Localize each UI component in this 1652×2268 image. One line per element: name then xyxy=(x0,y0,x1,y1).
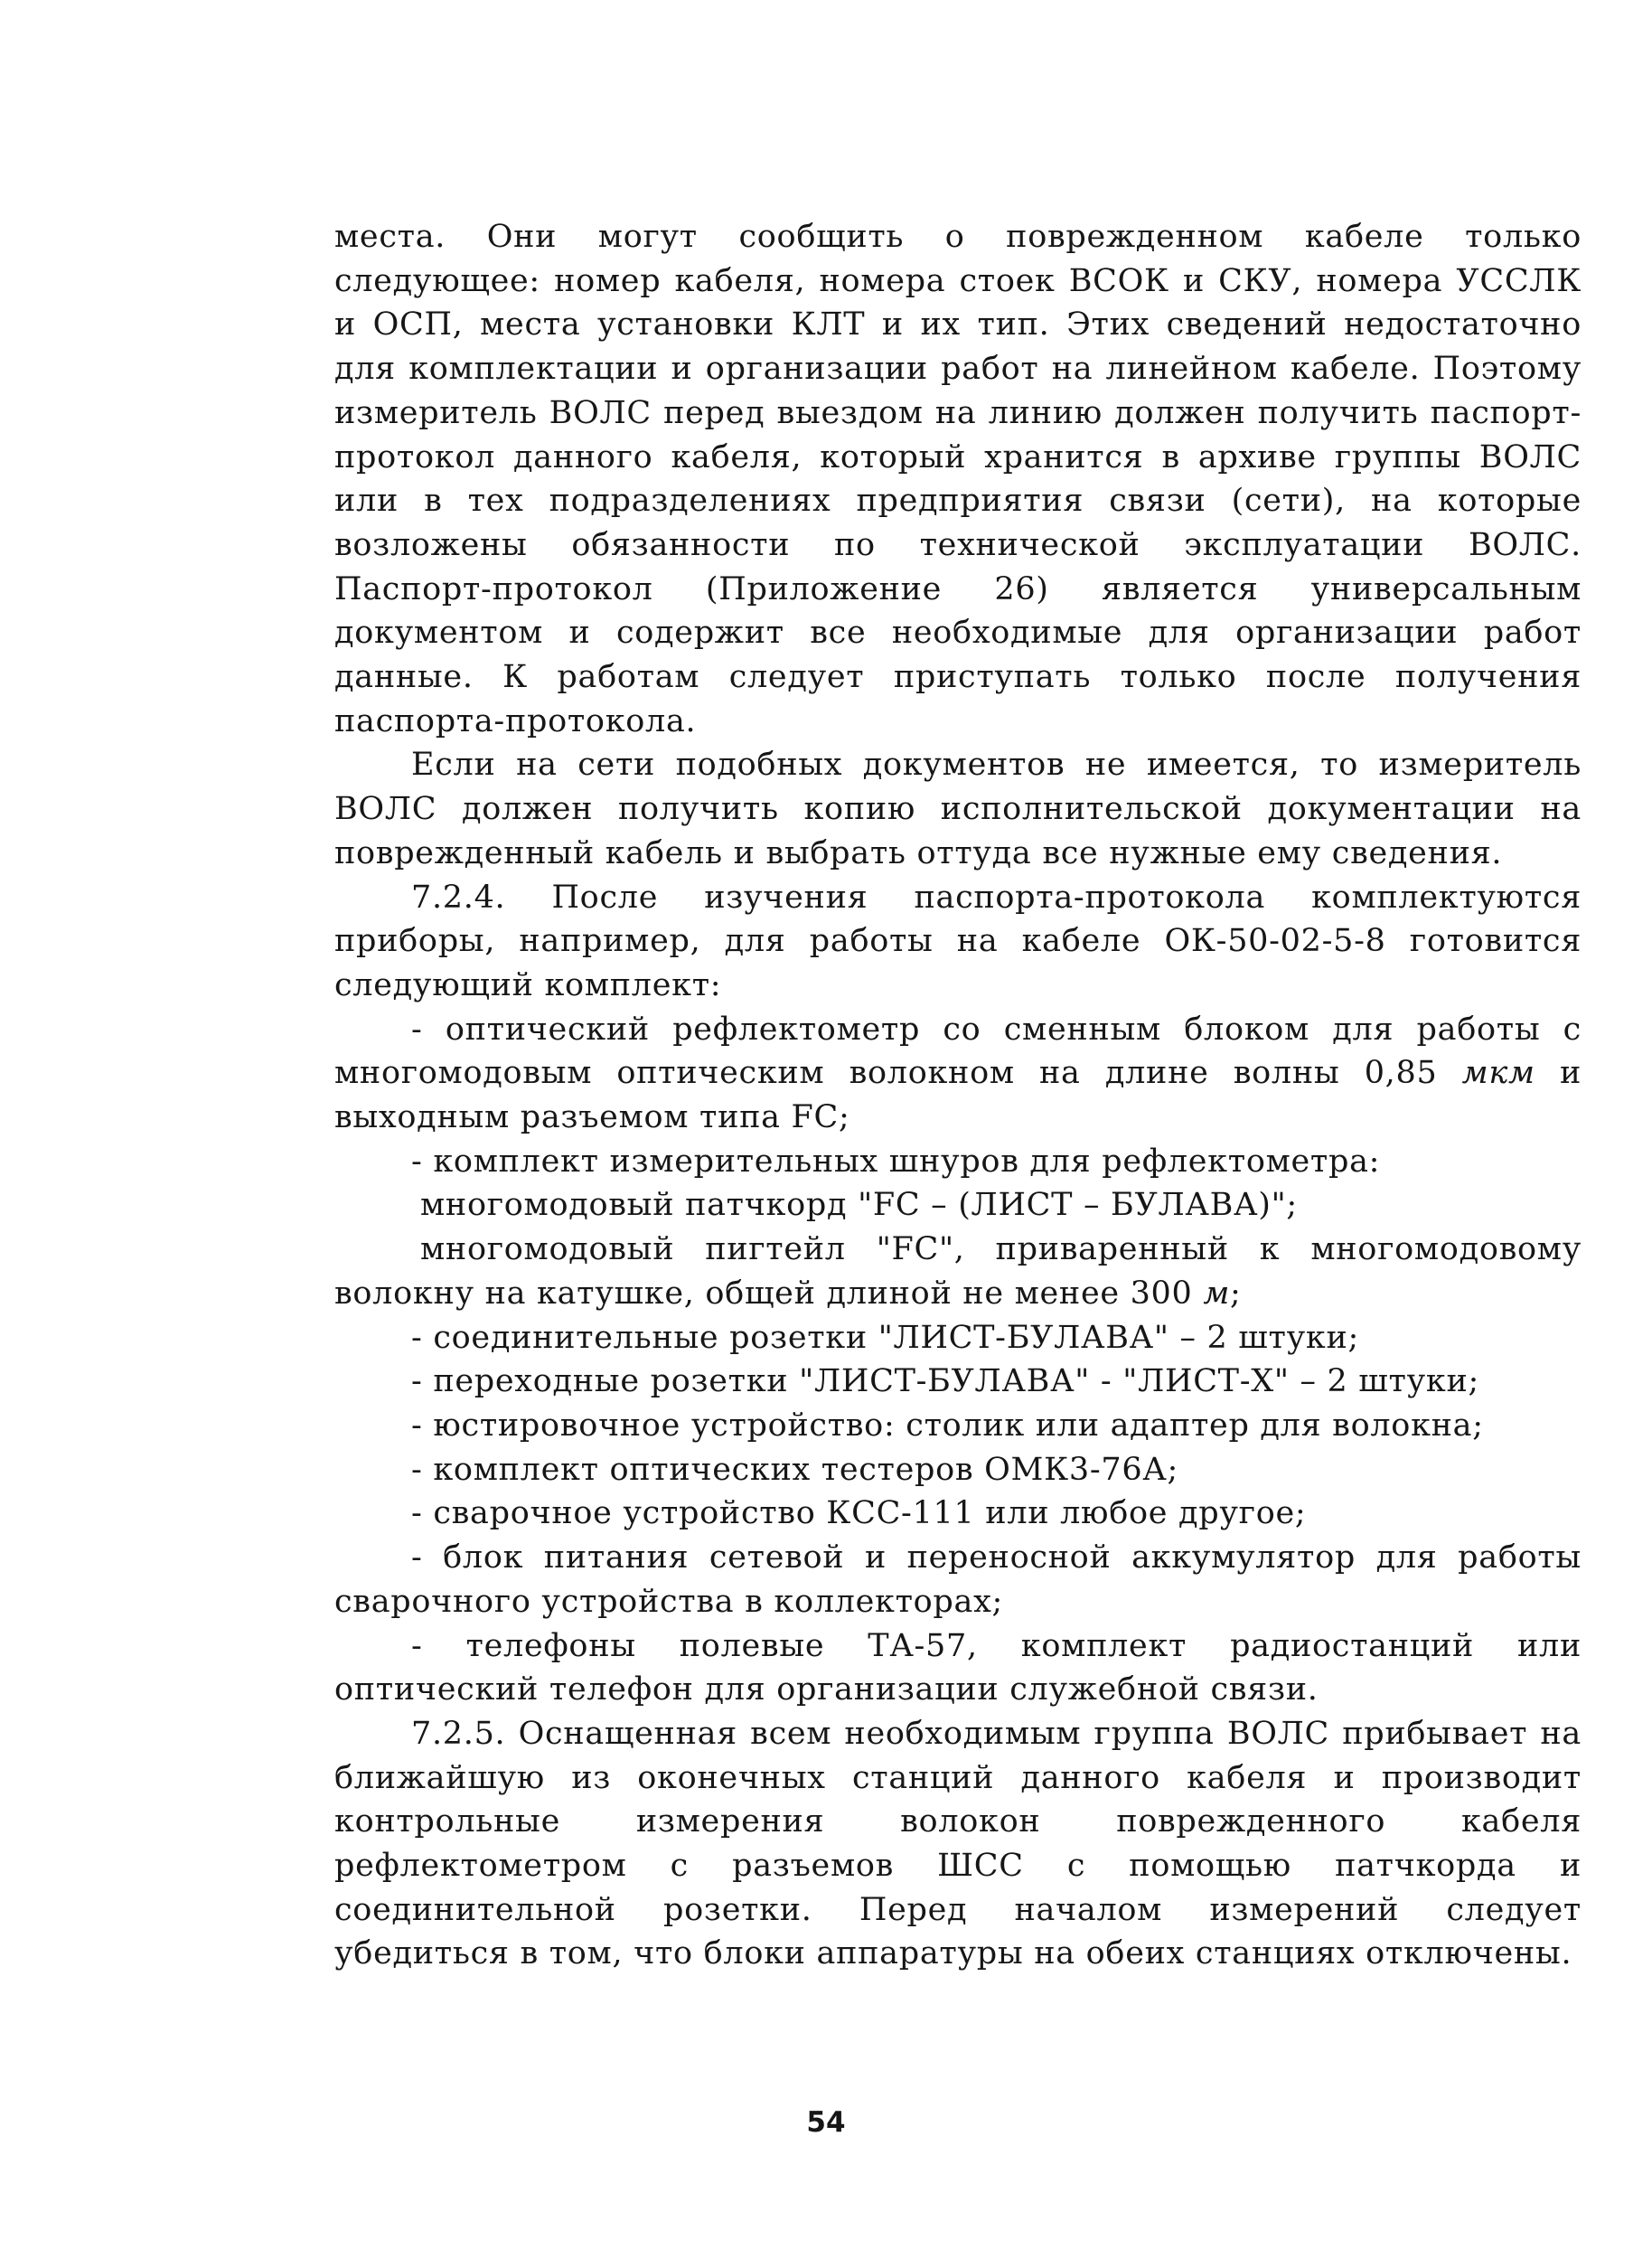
page-number: 54 xyxy=(806,2106,846,2139)
list-subitem-pigtail-end: ; xyxy=(1230,1275,1242,1312)
page-body xyxy=(334,215,1582,1976)
list-item-alignment-device: - юстировочное устройство: столик или адаптер для волокна; xyxy=(411,1407,1484,1444)
paragraph-section-7-2-5: 7.2.5. Оснащенная всем необходимым группа ВОЛС прибывает на ближайшую из оконечных станций данного кабеля и производит контрольные измерения волокон поврежденного кабеля рефлектометром с разъемов ШСС с помощью патчкорда и соединительной розетки. Перед началом измерений следует убедиться в том, что блоки аппаратуры на обеих станциях отключены. xyxy=(334,1715,1582,1972)
unit-meter: м xyxy=(1203,1275,1231,1312)
list-item-reflectometer-text: - оптический рефлектометр со сменным блоком для работы с многомодовым оптическим волокном на длине волны 0,85 xyxy=(334,1011,1582,1092)
list-item-power-supply: - блок питания сетевой и переносной аккумулятор для работы сварочного устройства в коллекторах; xyxy=(334,1539,1582,1620)
paragraph-section-7-2-4: 7.2.4. После изучения паспорта-протокола комплектуются приборы, например, для работы на кабеле ОК-50-02-5-8 готовится следующий комплект: xyxy=(334,879,1582,1003)
list-item-reflectometer xyxy=(334,1008,1582,1140)
paragraph-passport-protocol: места. Они могут сообщить о поврежденном кабеле только следующее: номер кабеля, номера стоек ВСОК и СКУ, номера УССЛК и ОСП, места установки КЛТ и их тип. Этих сведений недостаточно для комплектации и организации работ на линейном кабеле. Поэтому измеритель ВОЛС перед выездом на линию должен получить паспорт-протокол данного кабеля, который хранится в архиве группы ВОЛС или в тех подразделениях предприятия связи (сети), на которые возложены обязанности по технической эксплуатации ВОЛС. Паспорт-протокол (Приложение 26) является универсальным документом и содержит все необходимые для организации работ данные. К работам следует приступать только после получения паспорта-протокола. xyxy=(334,219,1582,739)
list-item-cord-kit: - комплект измерительных шнуров для рефлектометра: xyxy=(411,1143,1381,1180)
list-subitem-patchcord: многомодовый патчкорд "FC – (ЛИСТ – БУЛАВА)"; xyxy=(420,1187,1298,1224)
list-subitem-pigtail xyxy=(334,1228,1582,1315)
list-item-adapter-sockets: - переходные розетки "ЛИСТ-БУЛАВА" - "ЛИСТ-Х" – 2 штуки; xyxy=(411,1363,1479,1400)
list-subitem-pigtail-text: многомодовый пигтейл "FC", приваренный к многомодовому волокну на катушке, общей длиной не менее 300 xyxy=(334,1231,1582,1312)
list-item-connector-sockets: - соединительные розетки "ЛИСТ-БУЛАВА" – 2 штуки; xyxy=(411,1319,1359,1356)
unit-micrometer: мкм xyxy=(1461,1055,1535,1092)
list-item-optical-testers: - комплект оптических тестеров ОМК3-76А; xyxy=(411,1451,1178,1488)
paragraph-no-documents: Если на сети подобных документов не имеется, то измеритель ВОЛС должен получить копию исполнительской документации на поврежденный кабель и выбрать оттуда все нужные ему сведения. xyxy=(334,747,1582,871)
list-item-reflectometer-text-end: и выходным разъемом типа FC; xyxy=(334,1055,1582,1136)
list-item-field-phones: - телефоны полевые ТА-57, комплект радиостанций или оптический телефон для организации служебной связи. xyxy=(334,1627,1582,1708)
list-item-welding-device: - сварочное устройство КСС-111 или любое другое; xyxy=(411,1495,1307,1532)
